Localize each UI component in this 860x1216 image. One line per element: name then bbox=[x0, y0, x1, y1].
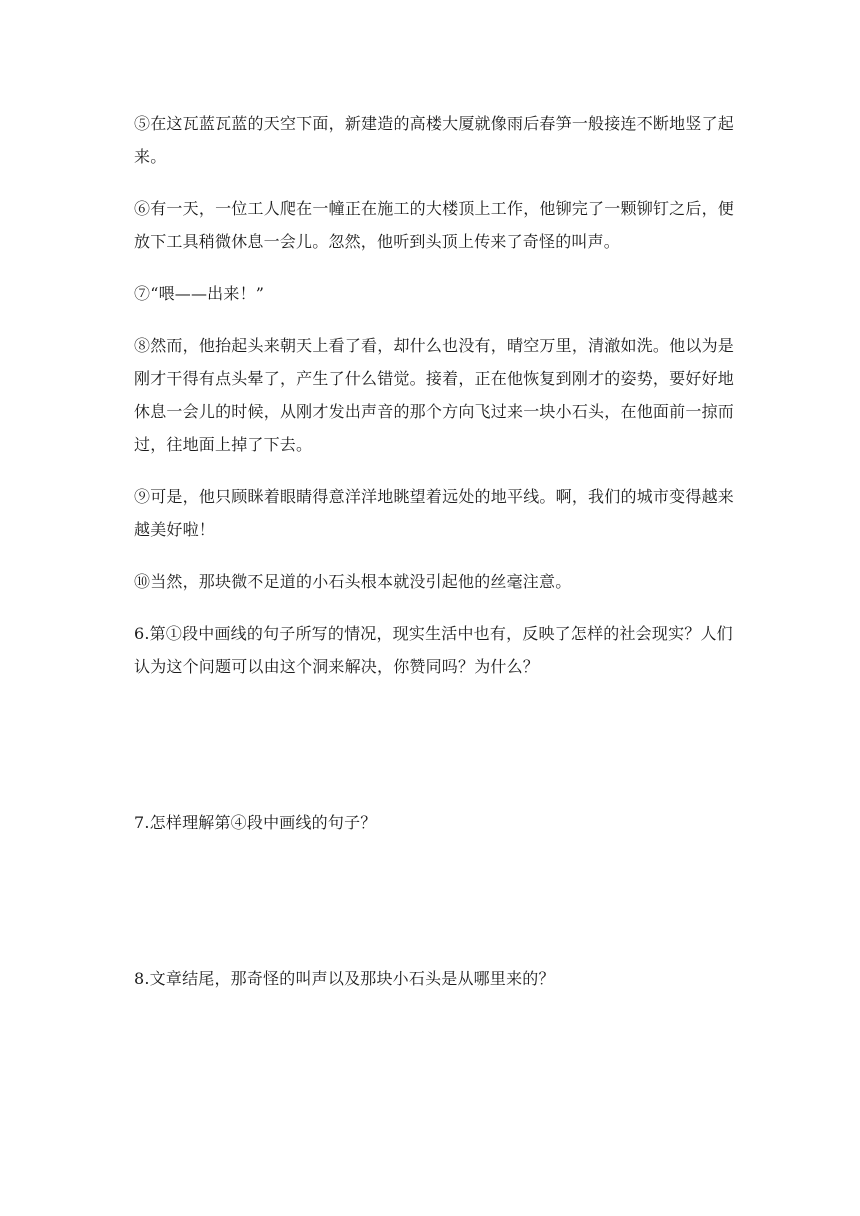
document-page bbox=[134, 107, 734, 995]
paragraph-6: ⑥有一天，一位工人爬在一幢正在施工的大楼顶上工作，他铆完了一颗铆钉之后，便放下工具稍微休息一会儿。忽然，他听到头顶上传来了奇怪的叫声。 bbox=[134, 199, 734, 251]
paragraph-5: ⑤在这瓦蓝瓦蓝的天空下面，新建造的高楼大厦就像雨后春笋一般接连不断地竖了起来。 bbox=[134, 114, 734, 166]
paragraph-8: ⑧然而，他抬起头来朝天上看了看，却什么也没有，晴空万里，清澈如洗。他以为是刚才干得有点头晕了，产生了什么错觉。接着，正在他恢复到刚才的姿势，要好好地休息一会儿的时候，从刚才发出声音的那个方向飞过来一块小石头，在他面前一掠而过，往地面上掉了下去。 bbox=[134, 336, 734, 454]
question-6: 6.第①段中画线的句子所写的情况，现实生活中也有，反映了怎样的社会现实？人们认为这个问题可以由这个洞来解决，你赞同吗？为什么？ bbox=[134, 624, 733, 676]
paragraph-7: ⑦“喂——出来！” bbox=[134, 284, 265, 303]
paragraph-9: ⑨可是，他只顾眯着眼睛得意洋洋地眺望着远处的地平线。啊，我们的城市变得越来越美好啦！ bbox=[134, 487, 734, 539]
question-8: 8.文章结尾，那奇怪的叫声以及那块小石头是从哪里来的？ bbox=[134, 969, 555, 988]
paragraph-10: ⑩当然，那块微不足道的小石头根本就没引起他的丝毫注意。 bbox=[134, 572, 572, 591]
question-7: 7.怎样理解第④段中画线的句子？ bbox=[134, 813, 377, 832]
